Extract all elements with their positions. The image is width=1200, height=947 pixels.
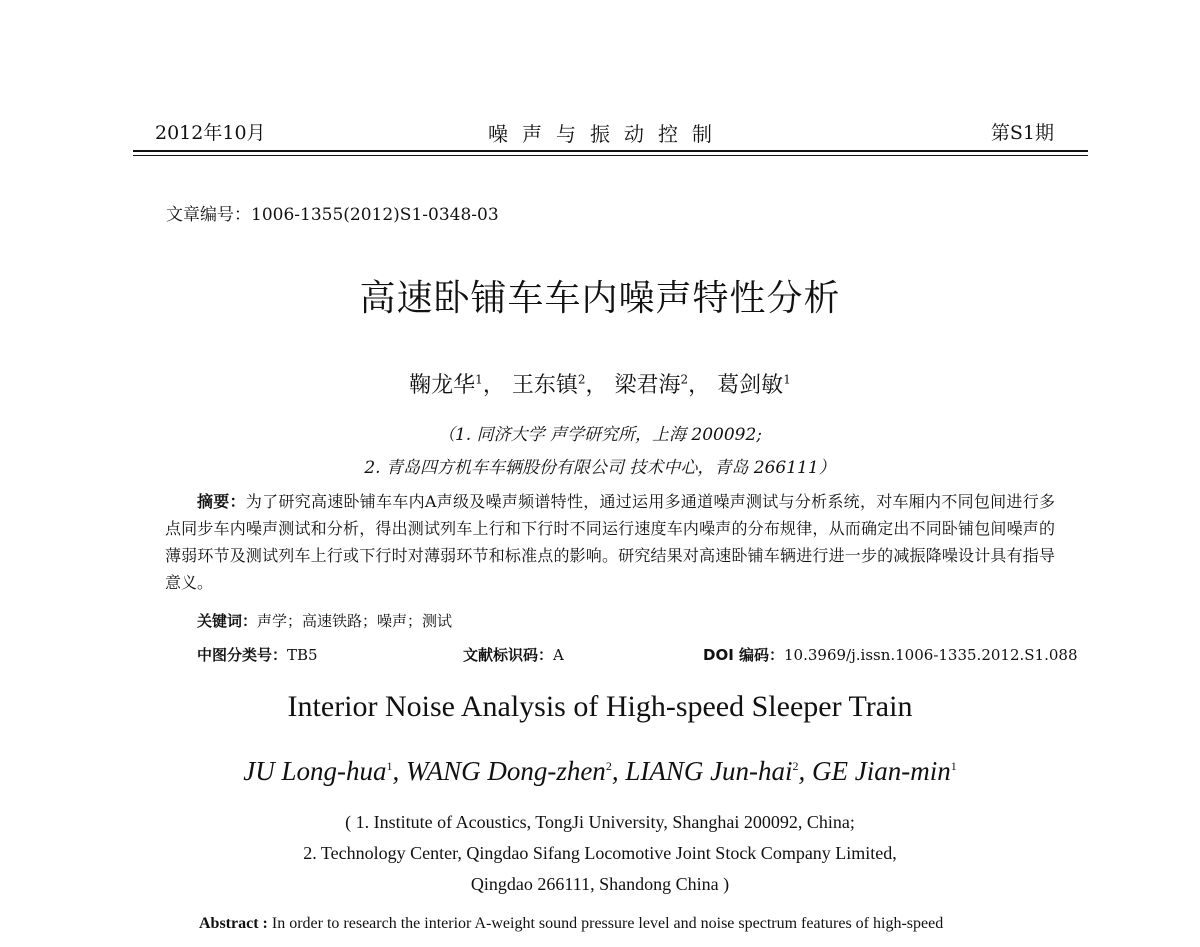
affiliation-cn-1: （1. 同济大学 声学研究所，上海 200092; xyxy=(437,425,763,445)
doc-code-value: A xyxy=(553,646,564,664)
author-separator: ， xyxy=(585,373,608,398)
title-chinese: 高速卧铺车车内噪声特性分析 xyxy=(359,278,841,319)
author-en-2: WANG Dong-zhen xyxy=(405,756,606,786)
abstract-english xyxy=(199,915,943,933)
doi-value: 10.3969/j.issn.1006-1335.2012.S1.088 xyxy=(784,646,1078,664)
header-journal-name: 噪声与振动控制 xyxy=(488,122,726,146)
author-separator: , xyxy=(798,756,813,786)
author-en-4: GE Jian-min xyxy=(812,756,951,786)
abstract-cn-label: 摘要： xyxy=(197,492,246,511)
doi xyxy=(703,644,1077,665)
author-en-1-aff: 1 xyxy=(386,759,393,773)
doc-code-label: 文献标识码： xyxy=(463,646,554,664)
authors-english xyxy=(0,756,1200,787)
author-en-3-aff: 2 xyxy=(792,759,799,773)
author-en-2-aff: 2 xyxy=(605,759,612,773)
author-separator: ， xyxy=(688,373,711,398)
affiliation-en-2: 2. Technology Center, Qingdao Sifang Locomotive Joint Stock Company Limited, xyxy=(303,843,897,863)
author-en-4-aff: 1 xyxy=(950,759,957,773)
abstract-cn-text: 为了研究高速卧铺车车内A声级及噪声频谱特性，通过运用多通道噪声测试与分析系统，对车厢内不同包间进行多点同步车内噪声测试和分析，得出测试列车上行和下行时不同运行速度车内噪声的分布规律，从而确定出不同卧铺包间噪声的薄弱环节及测试列车上行或下行时对薄弱环节和标准点的影响。研究结果对高速卧铺车辆进行进一步的减振降噪设计具有指导意义。 xyxy=(165,492,1055,592)
abstract-en-text: In order to research the interior A-weight sound pressure level and noise spectrum features of high-speed xyxy=(271,915,944,932)
header-rule-thin xyxy=(133,155,1088,156)
author-cn-1: 鞠龙华 xyxy=(409,373,476,398)
author-cn-4-aff: 1 xyxy=(783,372,791,387)
keywords-chinese xyxy=(197,610,452,631)
author-separator: , xyxy=(611,756,626,786)
header-issue: 第S1期 xyxy=(990,122,1054,144)
abstract-en-label: Abstract : xyxy=(199,915,268,932)
document-code xyxy=(463,644,564,665)
affiliation-cn-2: 2. 青岛四方机车车辆股份有限公司 技术中心，青岛 266111） xyxy=(364,458,836,478)
author-cn-2: 王东镇 xyxy=(511,373,578,398)
keywords-text: 声学；高速铁路；噪声；测试 xyxy=(257,612,453,630)
clc-number xyxy=(197,644,318,665)
author-cn-4: 葛剑敏 xyxy=(717,373,784,398)
author-cn-2-aff: 2 xyxy=(577,372,586,387)
author-cn-1-aff: 1 xyxy=(475,372,483,387)
title-english: Interior Noise Analysis of High-speed Sleeper Train xyxy=(287,690,913,723)
clc-label: 中图分类号： xyxy=(197,646,288,664)
author-separator: ， xyxy=(482,373,505,398)
affiliation-en-1: ( 1. Institute of Acoustics, TongJi University, Shanghai 200092, China; xyxy=(345,812,855,832)
keywords-label: 关键词： xyxy=(197,612,258,630)
affiliation-en-3: Qingdao 266111, Shandong China ) xyxy=(470,874,730,894)
header-rule-thick xyxy=(133,150,1088,152)
header-date: 2012年10月 xyxy=(155,122,266,144)
author-en-1: JU Long-hua xyxy=(243,756,387,786)
doi-label: DOI 编码： xyxy=(703,646,785,664)
author-cn-3-aff: 2 xyxy=(680,372,689,387)
author-en-3: LIANG Jun-hai xyxy=(625,756,793,786)
clc-value: TB5 xyxy=(287,646,318,664)
authors-chinese xyxy=(0,368,1200,399)
author-cn-3: 梁君海 xyxy=(614,373,681,398)
author-separator: , xyxy=(392,756,406,786)
abstract-chinese xyxy=(165,488,1055,596)
article-number: 文章编号：1006-1355(2012)S1-0348-03 xyxy=(166,205,499,225)
